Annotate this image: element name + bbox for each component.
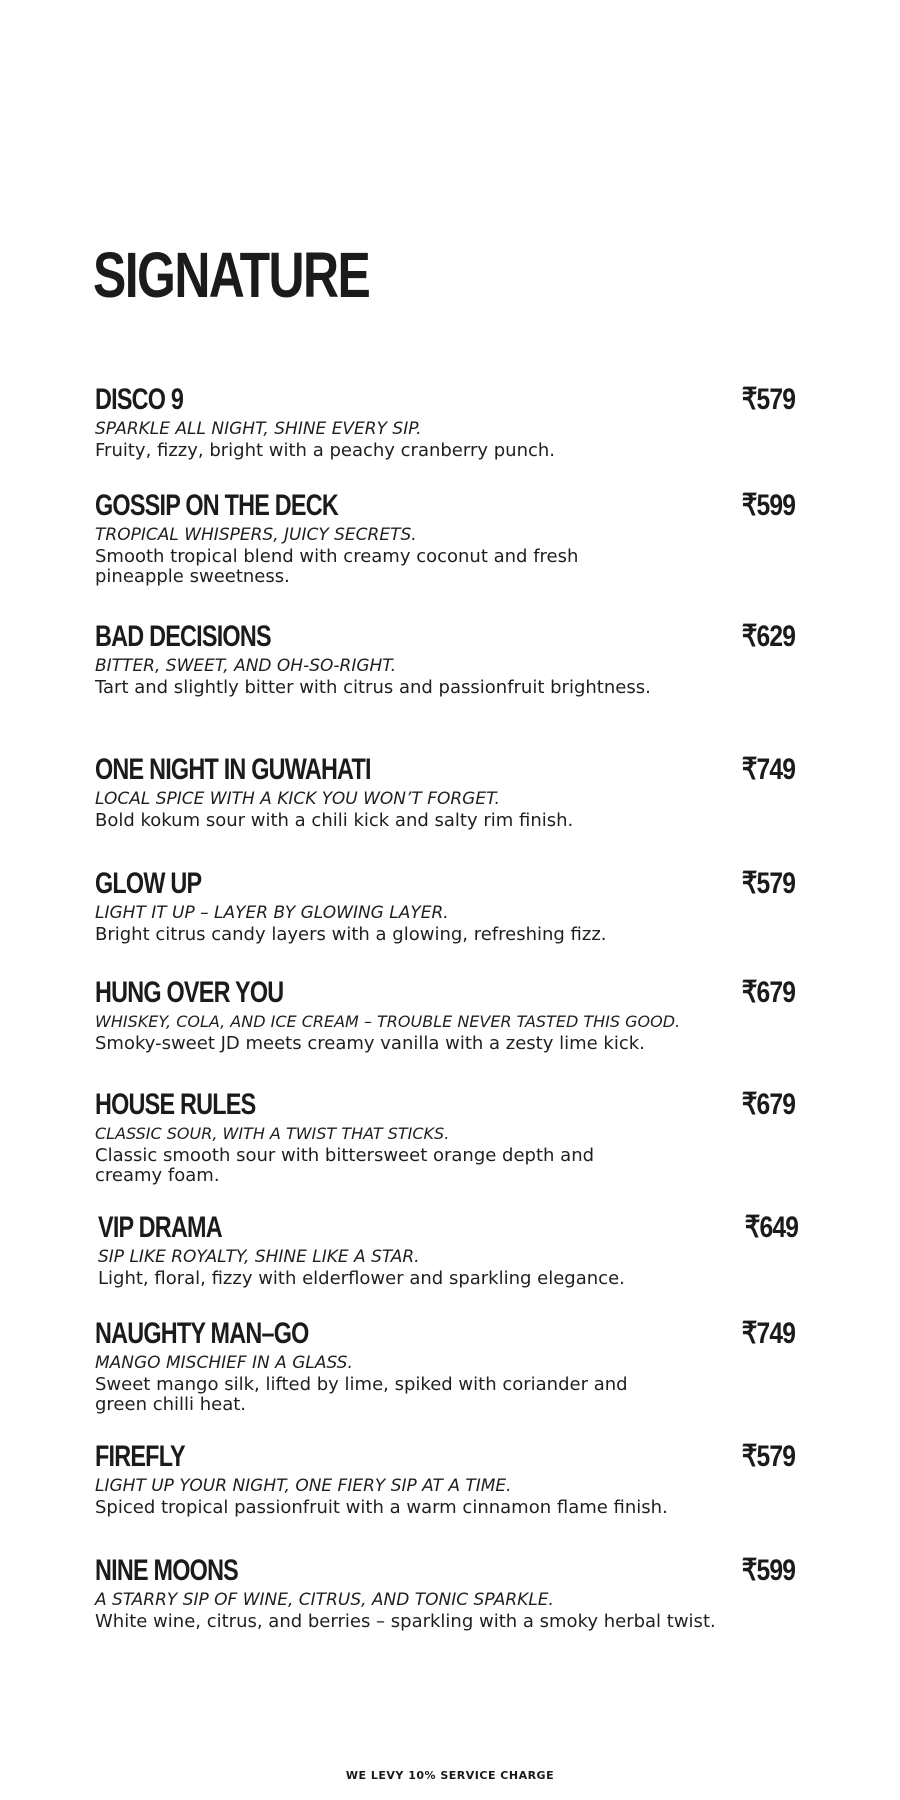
item-price: ₹679 [741,976,795,1009]
item-name: HUNG OVER YOU [95,976,284,1009]
item-tagline: WHISKEY, COLA, AND ICE CREAM – TROUBLE NEVER TASTED THIS GOOD. [95,1012,681,1031]
item-name: NAUGHTY MAN–GO [95,1317,309,1350]
item-description: Classic smooth sour with bittersweet orange depth and creamy foam. [95,1145,595,1186]
menu-item-one-night-in-guwahati [95,753,795,831]
menu-item-bad-decisions [95,620,795,698]
item-tagline: A STARRY SIP OF WINE, CITRUS, AND TONIC SPARKLE. [95,1590,554,1610]
item-description: Tart and slightly bitter with citrus and passionfruit brightness. [95,677,651,698]
menu-item-house-rules [95,1088,795,1186]
item-description: Sweet mango silk, lifted by lime, spiked with coriander and green chilli heat. [95,1374,628,1415]
item-price: ₹599 [741,1554,795,1587]
menu-item-disco-9 [95,383,795,461]
section-heading: SIGNATURE [93,239,370,311]
item-price: ₹579 [741,383,795,416]
item-name: FIREFLY [95,1440,185,1473]
item-tagline: LOCAL SPICE WITH A KICK YOU WON’T FORGET. [95,789,500,809]
item-tagline: SIP LIKE ROYALTY, SHINE LIKE A STAR. [98,1247,420,1267]
item-description: Spiced tropical passionfruit with a warm cinnamon flame finish. [95,1497,668,1518]
item-tagline: SPARKLE ALL NIGHT, SHINE EVERY SIP. [95,419,422,439]
item-name: ONE NIGHT IN GUWAHATI [95,753,371,786]
item-description: Smoky-sweet JD meets creamy vanilla with a zesty lime kick. [95,1033,645,1054]
item-price: ₹749 [741,753,795,786]
item-price: ₹749 [741,1317,795,1350]
item-price: ₹599 [741,489,795,522]
item-name: NINE MOONS [95,1554,239,1587]
menu-item-glow-up [95,867,795,945]
item-description: Smooth tropical blend with creamy coconut and fresh pineapple sweetness. [95,546,579,587]
menu-item-vip-drama [98,1211,798,1289]
service-charge-note: WE LEVY 10% SERVICE CHARGE [345,1769,555,1782]
menu-item-naughty-man-go [95,1317,795,1415]
item-price: ₹579 [741,867,795,900]
item-description: Fruity, fizzy, bright with a peachy cranberry punch. [95,440,556,461]
item-name: VIP DRAMA [98,1211,222,1244]
item-description: Light, floral, fizzy with elderflower and sparkling elegance. [98,1268,625,1289]
menu-item-hung-over-you [95,976,795,1054]
item-name: DISCO 9 [95,383,184,416]
item-name: BAD DECISIONS [95,620,271,653]
menu-item-nine-moons [95,1554,795,1632]
item-tagline: BITTER, SWEET, AND OH-SO-RIGHT. [95,656,397,676]
item-tagline: MANGO MISCHIEF IN A GLASS. [95,1353,353,1373]
item-name: GOSSIP ON THE DECK [95,489,338,522]
item-price: ₹679 [741,1088,795,1121]
item-tagline: LIGHT IT UP – LAYER BY GLOWING LAYER. [95,903,449,923]
item-price: ₹629 [741,620,795,653]
item-price: ₹579 [741,1440,795,1473]
item-tagline: LIGHT UP YOUR NIGHT, ONE FIERY SIP AT A TIME. [95,1476,512,1496]
item-name: HOUSE RULES [95,1088,256,1121]
item-description: White wine, citrus, and berries – sparkling with a smoky herbal twist. [95,1611,716,1632]
menu-item-gossip-on-the-deck [95,489,795,587]
item-description: Bold kokum sour with a chili kick and salty rim finish. [95,810,574,831]
item-name: GLOW UP [95,867,202,900]
item-description: Bright citrus candy layers with a glowing, refreshing fizz. [95,924,607,945]
item-tagline: CLASSIC SOUR, WITH A TWIST THAT STICKS. [95,1124,450,1143]
menu-item-firefly [95,1440,795,1518]
item-tagline: TROPICAL WHISPERS, JUICY SECRETS. [95,525,417,545]
item-price: ₹649 [744,1211,798,1244]
